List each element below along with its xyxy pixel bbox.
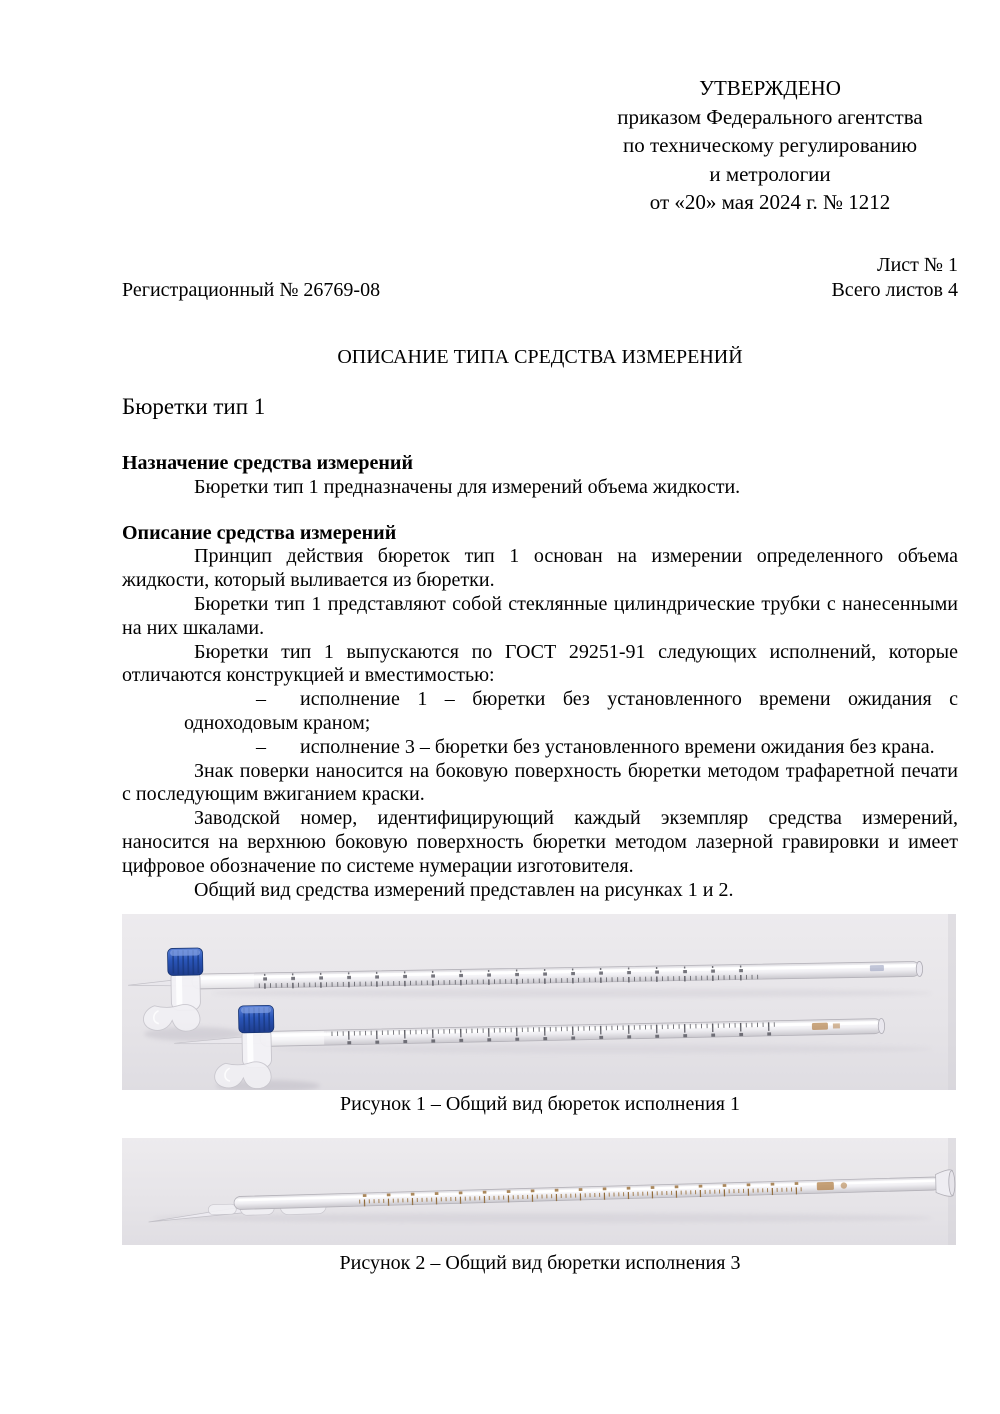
- paragraph-purpose: Бюретки тип 1 предназначены для измерений объема жидкости.: [194, 475, 741, 498]
- figure-1-photo: [122, 914, 956, 1090]
- document-title: ОПИСАНИЕ ТИПА СРЕДСТВА ИЗМЕРЕНИЙ: [337, 346, 743, 368]
- section-heading-description: Описание средства измерений: [122, 521, 397, 544]
- figure-2-photo: [122, 1138, 956, 1245]
- sheet-number: Лист № 1: [877, 254, 958, 276]
- list-item-execution-1: [122, 688, 958, 736]
- approval-line: УТВЕРЖДЕНО: [699, 76, 841, 100]
- figure-2-caption: Рисунок 2 – Общий вид бюретки исполнения 3: [339, 1252, 741, 1274]
- approval-block: [560, 74, 980, 217]
- document-body: [122, 452, 958, 902]
- list-dash: –: [256, 735, 266, 758]
- approval-line: и метрологии: [709, 161, 831, 186]
- product-name: Бюретки тип 1: [122, 394, 266, 419]
- approval-line: по техническому регулированию: [622, 133, 918, 158]
- total-sheets: Всего листов 4: [831, 278, 958, 301]
- paragraph-principle: Принцип действия бюреток тип 1 основан на измерении определенного объема жидкости, который выливается из бюретки.: [122, 545, 958, 592]
- paragraph-verification-mark: Знак поверки наносится на боковую поверхность бюретки методом трафаретной печати с последующим вжиганием краски.: [122, 759, 958, 806]
- burettes-execution1-illustration: [122, 914, 956, 1090]
- list-dash: –: [256, 688, 266, 711]
- section-heading-purpose: Назначение средства измерений: [122, 452, 413, 474]
- registration-row: [122, 278, 958, 303]
- list-item-text: исполнение 1 – бюретки без установленного времени ожидания с одноходовым краном;: [184, 688, 958, 734]
- paragraph-gost: Бюретки тип 1 выпускаются по ГОСТ 29251-91 следующих исполнений, которые отличаются конструкцией и вместимостью:: [122, 640, 958, 687]
- paragraph-construction: Бюретки тип 1 представляют собой стеклянные цилиндрические трубки с нанесенными на них шкалами.: [122, 592, 958, 639]
- paragraph-general-view: Общий вид средства измерений представлен на рисунках 1 и 2.: [194, 878, 734, 901]
- paragraph-serial-number: Заводской номер, идентифицирующий каждый экземпляр средства измерений, наносится на верхнюю боковую поверхность бюретки методом лазерной гравировки и имеет цифровое обозначение по системе нумерации изготовителя.: [122, 807, 958, 877]
- list-item-execution-3: [122, 736, 958, 760]
- burette-execution3-illustration: [122, 1138, 956, 1245]
- figure-1-caption: Рисунок 1 – Общий вид бюреток исполнения 1: [340, 1093, 740, 1115]
- registration-number: Регистрационный № 26769-08: [122, 278, 381, 301]
- approval-line: от «20» мая 2024 г. № 1212: [649, 190, 891, 215]
- approval-line: приказом Федерального агентства: [617, 104, 923, 129]
- sheet-info: [122, 253, 958, 302]
- list-item-text: исполнение 3 – бюретки без установленного времени ожидания без крана.: [300, 735, 935, 758]
